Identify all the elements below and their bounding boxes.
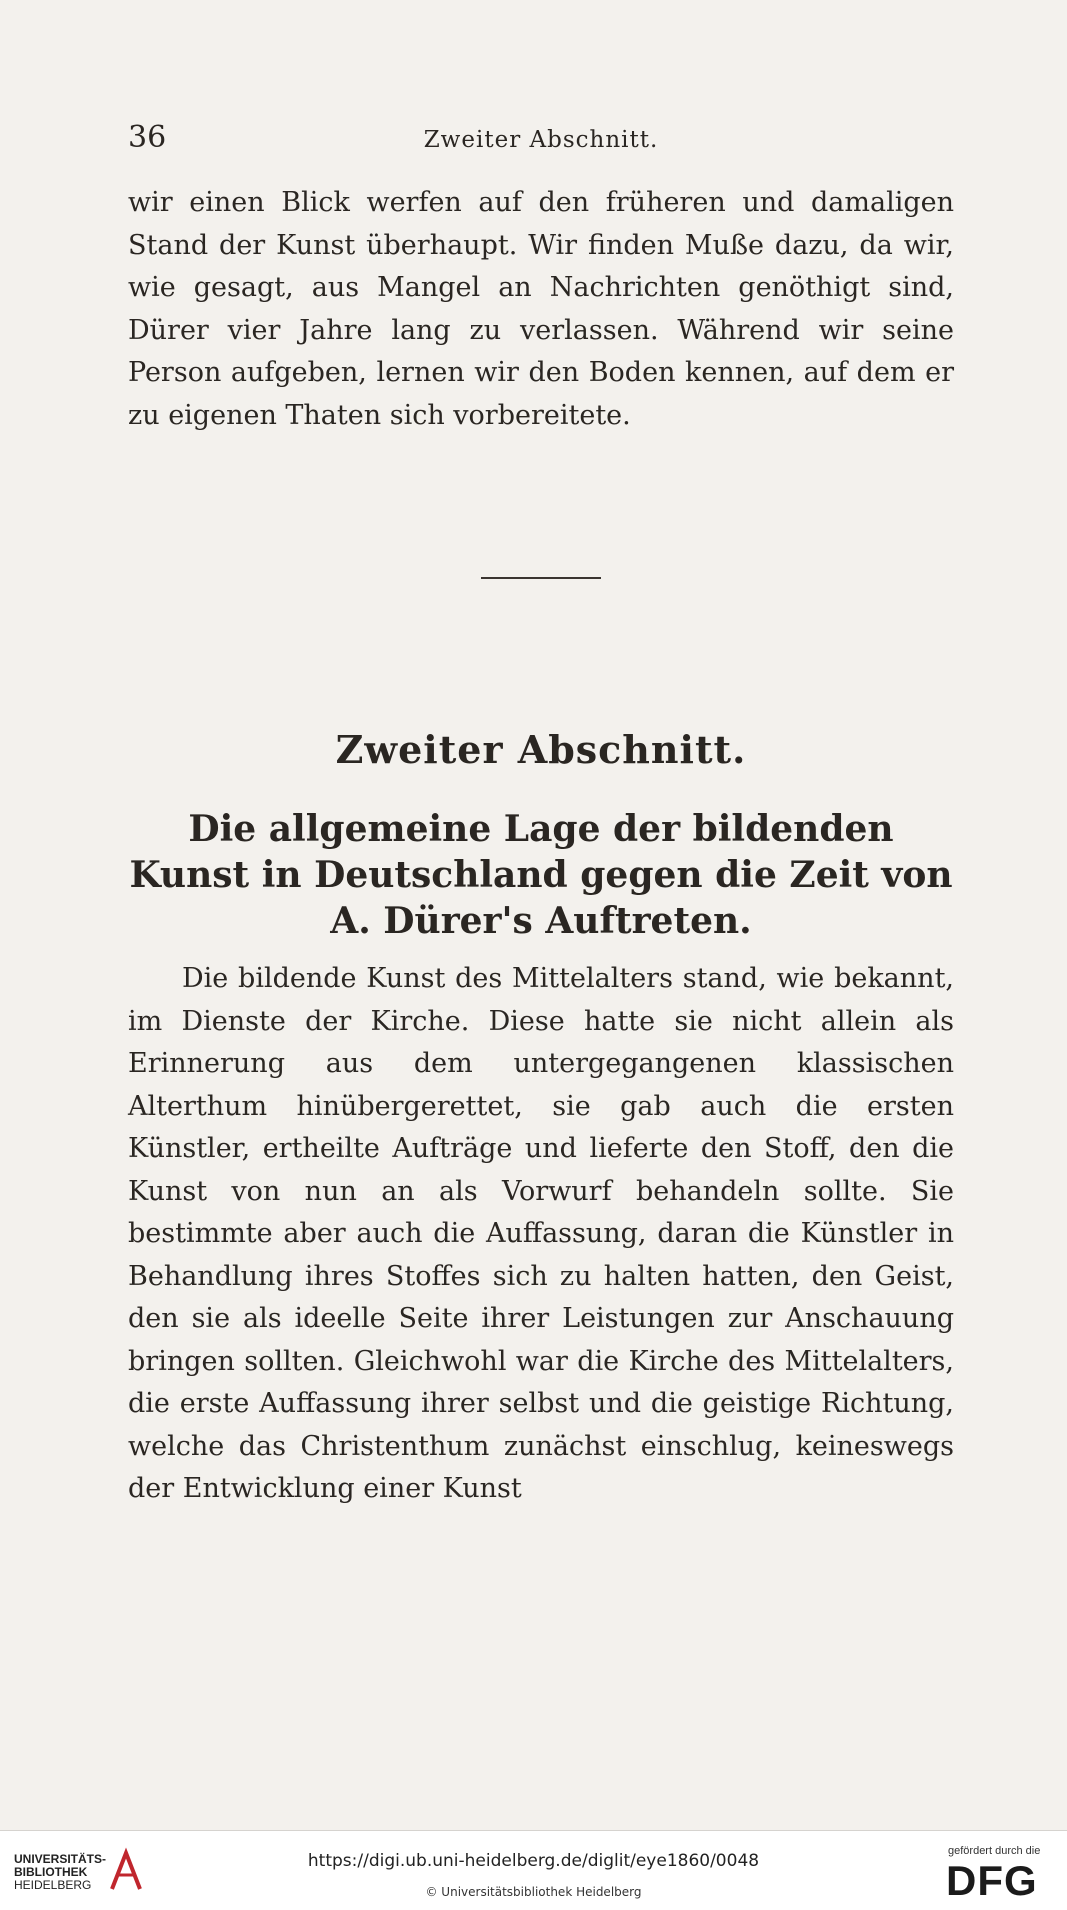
library-name-line3: HEIDELBERG xyxy=(14,1878,92,1892)
library-name-line1: UNIVERSITÄTS- xyxy=(14,1852,107,1866)
page-content xyxy=(128,120,954,1511)
dfg-logo[interactable]: DFG xyxy=(946,1857,1038,1904)
running-head: Zweiter Abschnitt. xyxy=(423,127,659,153)
library-name-line2: BIBLIOTHEK xyxy=(14,1865,88,1879)
section-title: Zweiter Abschnitt. xyxy=(335,727,747,772)
intro-paragraph: wir einen Blick werfen auf den früheren und damaligen Stand der Kunst überhaupt. Wir finden Muße dazu, da wir, wie gesagt, aus Mangel an Nachrichten genöthigt sind, Dürer vier Jahre lang zu verlassen. Während wir seine Person aufgeben, lernen wir den Boden kennen, auf dem er zu eigenen Thaten sich vorbereitete. xyxy=(128,187,954,431)
copyright-notice: © Universitätsbibliothek Heidelberg xyxy=(425,1885,642,1899)
page-number: 36 xyxy=(128,120,167,155)
separator-rule xyxy=(481,577,601,579)
chapter-title: Die allgemeine Lage der bildenden Kunst in Deutschland gegen die Zeit von A. Dürer's Auftreten. xyxy=(129,808,953,942)
funding-note: gefördert durch die xyxy=(948,1845,1041,1857)
viewer-footer xyxy=(0,1830,1067,1910)
document-url-link[interactable]: https://digi.ub.uni-heidelberg.de/diglit/eye1860/0048 xyxy=(307,1851,760,1871)
body-paragraph: Die bildende Kunst des Mittelalters stand, wie bekannt, im Dienste der Kirche. Diese hatte sie nicht allein als Erinnerung aus dem untergegangenen klassischen Alterthum hinübergerettet, sie gab auch die ersten Künstler, ertheilte Aufträge und lieferte den Stoff, den die Kunst von nun an als Vorwurf behandeln sollte. Sie bestimmte aber auch die Auffassung, daran die Künstler in Behandlung ihres Stoffes sich zu halten hatten, den Geist, den sie als ideelle Seite ihrer Leistungen zur Anschauung bringen sollten. Gleichwohl war die Kirche des Mittelalters, die erste Auffassung ihrer selbst und die geistige Richtung, welche das Christenthum zunächst einschlug, keineswegs der Entwicklung einer Kunst xyxy=(128,963,954,1504)
page-header xyxy=(128,120,954,168)
